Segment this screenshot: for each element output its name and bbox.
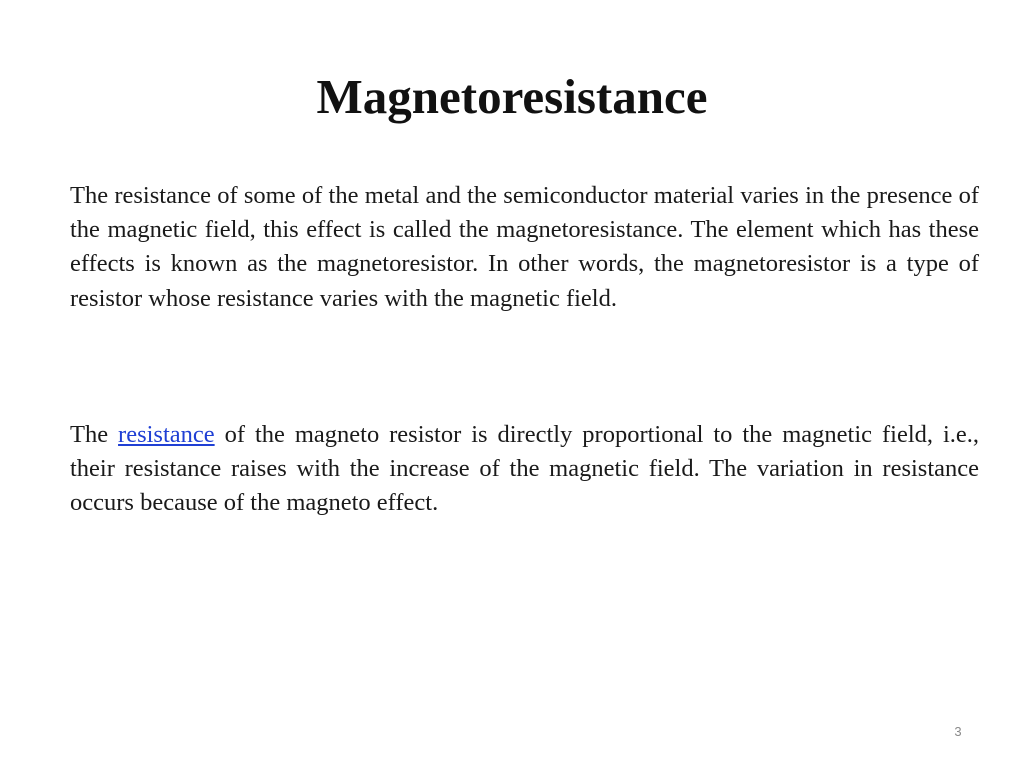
page-number: 3 — [954, 724, 962, 739]
paragraph-text-after-link: of the magneto resistor is directly proportional to the magnetic field, i.e., their resistance raises with the increase of the magnetic field. The variation in resistance occurs because of the magneto effect. — [70, 421, 980, 517]
paragraph-proportionality — [70, 418, 979, 521]
slide-title: Magnetoresistance — [316, 69, 708, 124]
paragraph-text-before-link: The — [70, 421, 119, 448]
resistance-link[interactable]: resistance — [118, 421, 215, 448]
paragraph-definition: The resistance of some of the metal and the semiconductor material varies in the presence of the magnetic field, this effect is called the magnetoresistance. The element which has these effects is known as the magnetoresistor. In other words, the magnetoresistor is a type of resistor whose resistance varies with the magnetic field. — [70, 182, 979, 312]
